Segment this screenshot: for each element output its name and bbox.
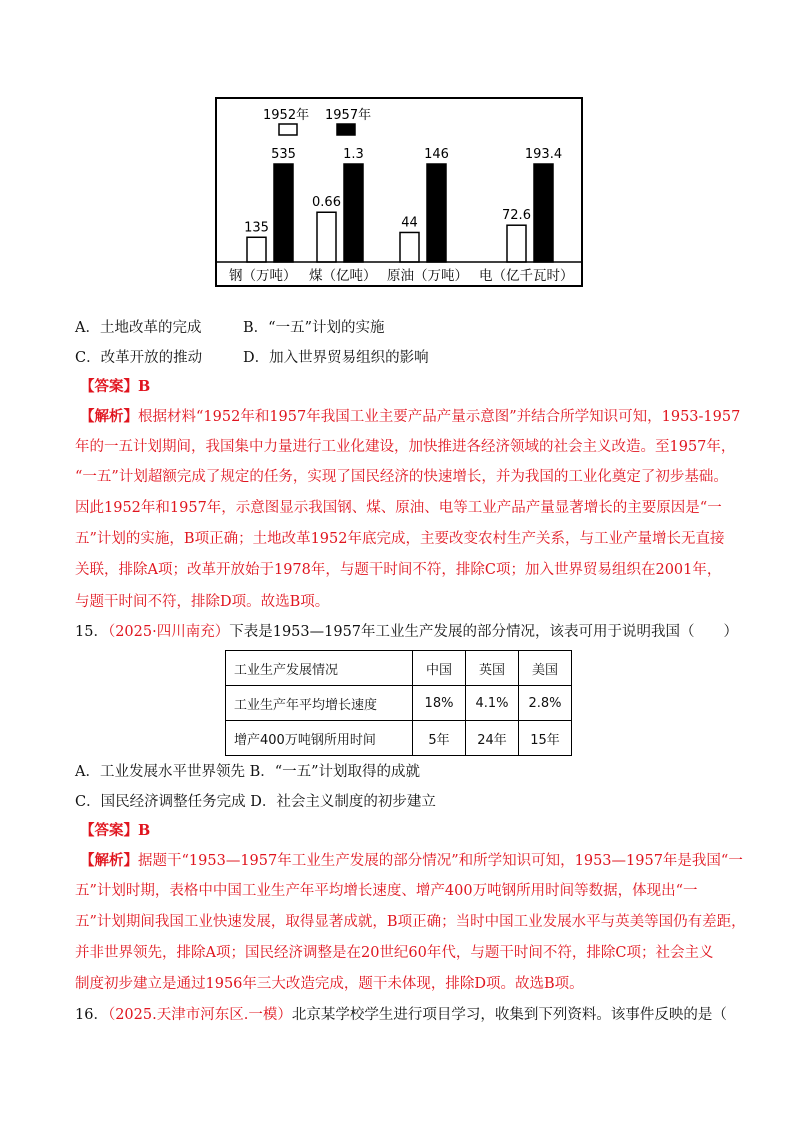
legend-swatch-1952: [279, 124, 297, 135]
data-label-oil-1952: 44: [401, 215, 418, 231]
table-cell: 增产400万吨钢所用时间: [226, 721, 413, 756]
q14-analysis-line: 年的一五计划期间，我国集中力量进行工业化建设，加快推进各经济领域的社会主义改造。至1957年，: [75, 439, 736, 455]
q15-number: 15．: [75, 624, 108, 640]
table-cell: 2.8%: [519, 686, 572, 721]
q15-source: （2025·四川南充）: [107, 624, 230, 640]
production-bar-chart: [215, 97, 583, 287]
q14-analysis-line: “一五”计划超额完成了规定的任务，实现了国民经济的快速增长，并为我国的工业化奠定了初步基础。: [75, 469, 728, 485]
bar-electricity-1952: [507, 225, 526, 262]
q14-analysis-line: [80, 407, 740, 427]
table-cell: 4.1%: [466, 686, 519, 721]
table-cell: 24年: [466, 721, 519, 756]
q14-option-c: C．改革开放的推动: [75, 350, 203, 366]
chart-svg: [217, 99, 581, 285]
q15-stem: [75, 622, 738, 642]
bar-oil-1957: [427, 164, 446, 262]
q14-analysis-line: 与题干时间不符，排除D项。故选B项。: [75, 594, 330, 610]
q15-answer: 【答案】B: [80, 822, 151, 839]
data-label-electricity-1952: 72.6: [502, 208, 531, 224]
table-row: [226, 721, 572, 756]
table-header-cell: 美国: [519, 651, 572, 686]
q16-stem-text: 北京某学校学生进行项目学习，收集到下列资料。该事件反映的是（: [291, 1007, 727, 1023]
q15-analysis-line: 并非世界领先，排除A项；国民经济调整是在20世纪60年代，与题干时间不符，排除C项；社会主义: [75, 945, 714, 961]
legend-label-1957: 1957年: [325, 108, 372, 123]
q14-option-d: D．加入世界贸易组织的影响: [243, 350, 429, 366]
data-label-steel-1952: 135: [244, 220, 269, 236]
bar-coal-1957: [344, 164, 363, 262]
q14-analysis-label: 【解析】: [80, 408, 138, 425]
data-label-electricity-1957: 193.4: [524, 147, 563, 162]
q16-number: 16．: [75, 1007, 108, 1023]
category-label-steel: 钢（万吨）: [229, 268, 297, 284]
table-header-row: [226, 651, 572, 686]
q14-answer: 【答案】B: [80, 378, 151, 395]
q14-analysis-line: 五”计划的实施，B项正确；土地改革1952年底完成，主要改变农村生产关系，与工业产量增长无直接: [75, 531, 725, 547]
table-cell: 15年: [519, 721, 572, 756]
table-cell: 18%: [413, 686, 466, 721]
q14-analysis-line: 因此1952年和1957年，示意图显示我国钢、煤、原油、电等工业产品产量显著增长的主要原因是“一: [75, 500, 722, 516]
bar-steel-1957: [274, 164, 293, 262]
table-header-cell: 工业生产发展情况: [226, 651, 413, 686]
bar-oil-1952: [400, 232, 419, 262]
category-label-electricity: 电（亿千瓦时）: [479, 268, 574, 284]
table-cell: 工业生产年平均增长速度: [226, 686, 413, 721]
q15-options-line-2: C．国民经济调整任务完成 D．社会主义制度的初步建立: [75, 794, 436, 810]
category-label-coal: 煤（亿吨）: [309, 268, 377, 284]
q16-source: （2025.天津市河东区.一模）: [107, 1007, 292, 1023]
q15-options-line-1: A．工业发展水平世界领先 B．“一五”计划取得的成就: [75, 764, 421, 780]
bar-coal-1952: [317, 212, 336, 262]
table-header-cell: 中国: [413, 651, 466, 686]
q15-analysis-line: 五”计划期间我国工业快速发展，取得显著成就，B项正确；当时中国工业发展水平与英美等国仍有差距，: [75, 914, 746, 930]
data-label-coal-1957: 1.3: [343, 147, 364, 162]
q15-analysis-line: 五”计划时期，表格中中国工业生产年平均增长速度、增产400万吨钢所用时间等数据，体现出“一: [75, 883, 698, 899]
bar-electricity-1957: [534, 164, 553, 262]
legend-swatch-1957: [337, 124, 355, 135]
table-row: [226, 686, 572, 721]
q14-option-b: B．“一五”计划的实施: [243, 320, 385, 336]
q15-analysis-text: 据题干“1953—1957年工业生产发展的部分情况”和所学知识可知，1953—1957年是我国“一: [138, 853, 743, 869]
q15-stem-text: 下表是1953—1957年工业生产发展的部分情况，该表可用于说明我国（ ）: [229, 624, 739, 640]
table-cell: 5年: [413, 721, 466, 756]
q14-analysis-text: 根据材料“1952年和1957年我国工业主要产品产量示意图”并结合所学知识可知，1953-1957: [138, 409, 741, 425]
data-label-oil-1957: 146: [424, 147, 449, 162]
q14-analysis-line: 关联，排除A项；改革开放始于1978年，与题干时间不符，排除C项；加入世界贸易组织在2001年，: [75, 562, 722, 578]
category-label-oil: 原油（万吨）: [387, 268, 468, 284]
table-header-cell: 英国: [466, 651, 519, 686]
data-label-coal-1952: 0.66: [312, 195, 341, 211]
data-label-steel-1957: 535: [271, 147, 296, 162]
bar-steel-1952: [247, 237, 266, 262]
q16-stem: [75, 1005, 727, 1025]
q15-analysis-label: 【解析】: [80, 852, 138, 869]
q15-analysis-line: [80, 851, 743, 871]
q14-option-a: A．土地改革的完成: [75, 320, 202, 336]
legend-label-1952: 1952年: [263, 108, 310, 123]
q15-analysis-line: 制度初步建立是通过1956年三大改造完成，题干未体现，排除D项。故选B项。: [75, 976, 584, 992]
q15-data-table: [225, 650, 572, 756]
